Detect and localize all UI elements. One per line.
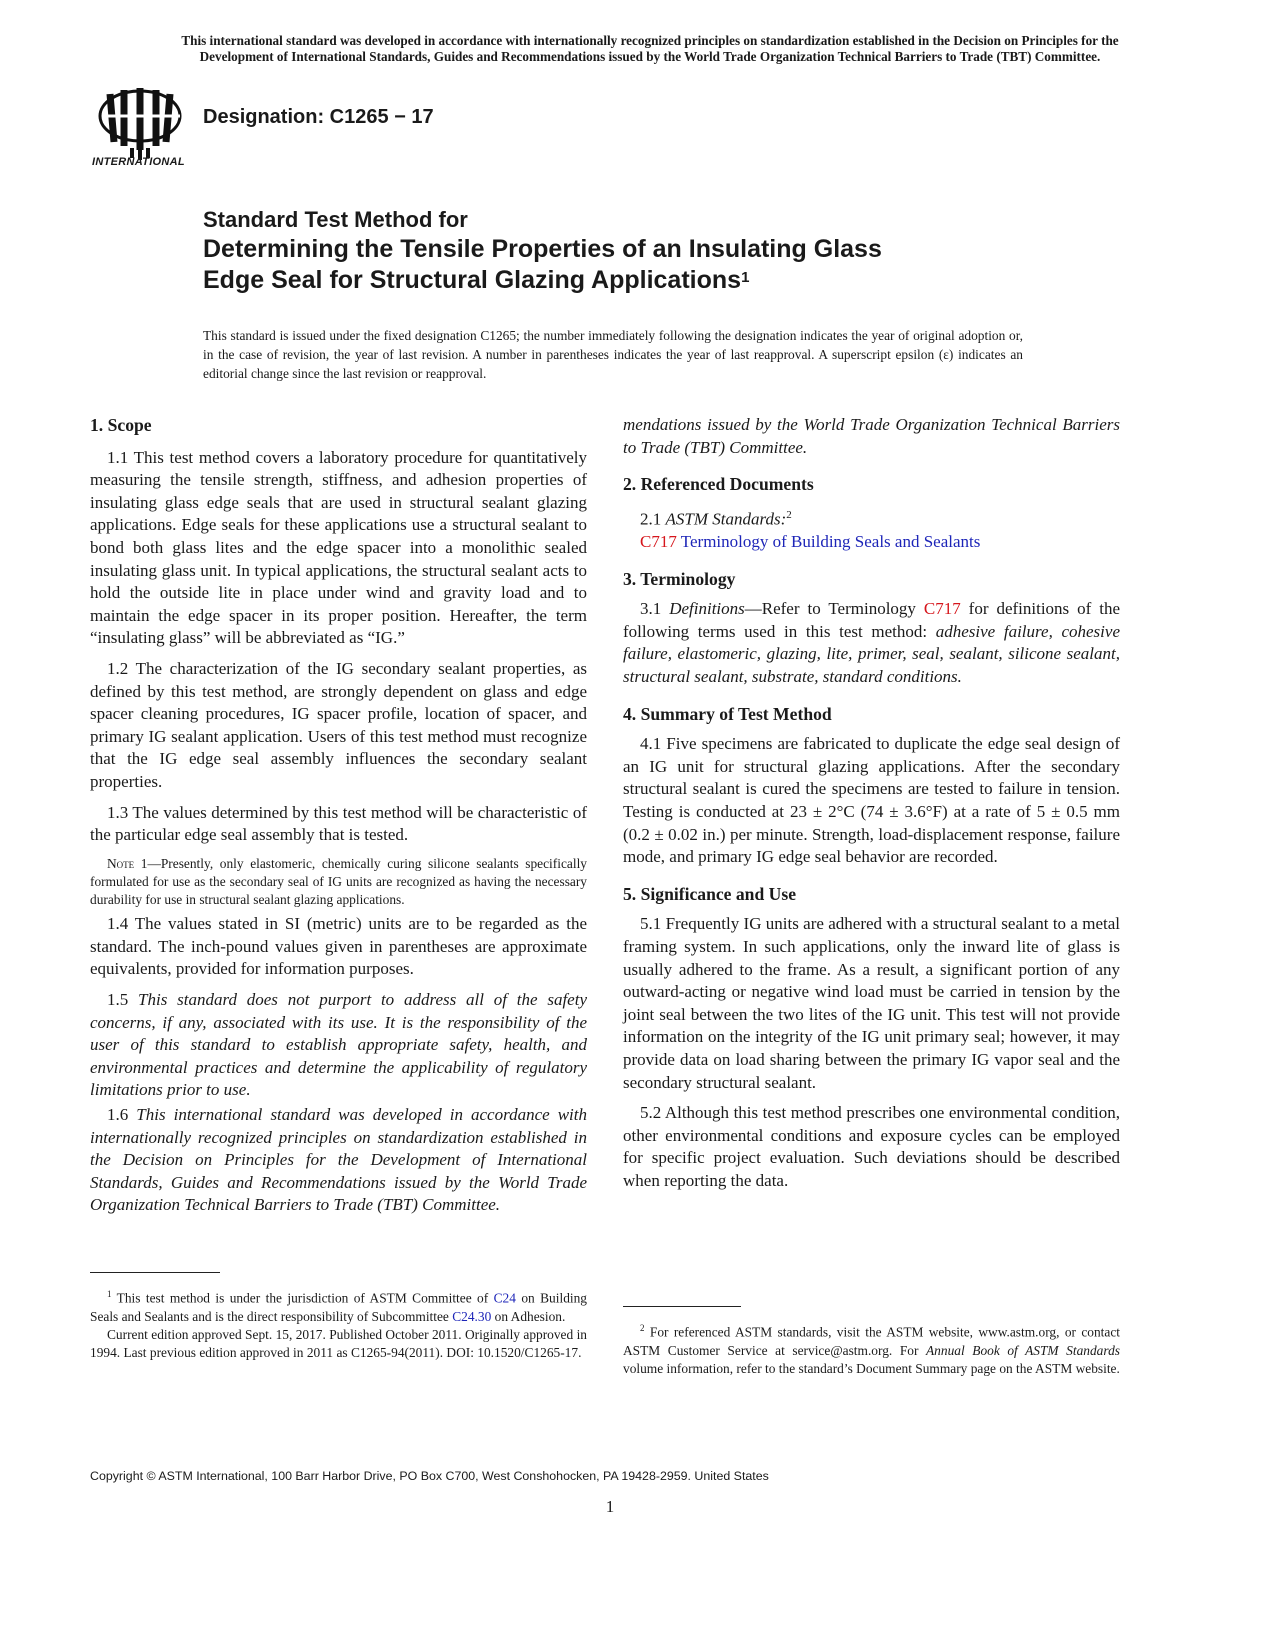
- para-1-6-num: 1.6: [107, 1105, 129, 1125]
- footnote-1-text-b: on Building Seals and Sealants and is the direct responsibility of Subcommittee: [90, 1290, 587, 1324]
- footnote-2-mark: 2: [640, 1323, 645, 1333]
- para-1-5: [90, 989, 587, 1102]
- para-1-2: 1.2 The characterization of the IG secondary sealant properties, as defined by this test method, are strongly dependent on glass and edge spacer cleaning procedures, IG spacer profile, location of spacer, and primary IG sealant application. Users of this test method must recognize that the IG edge seal assembly influences the secondary sealant properties.: [90, 658, 587, 791]
- astm-logo: [92, 86, 194, 172]
- para-2-1-sup: 2: [786, 508, 792, 521]
- footnote-2-italic: Annual Book of ASTM Standards: [926, 1342, 1120, 1358]
- title-line1: Standard Test Method for: [203, 207, 468, 232]
- link-c717[interactable]: C717: [923, 599, 961, 619]
- para-2-1-label: ASTM Standards:: [665, 509, 787, 529]
- top-notice: [90, 33, 1210, 65]
- section-5-heading: 5. Significance and Use: [623, 883, 797, 904]
- right-column: [623, 414, 1120, 1192]
- copyright: Copyright © ASTM International, 100 Barr Harbor Drive, PO Box C700, West Conshohocken, PA 19428-2959. United States: [90, 1469, 769, 1483]
- para-1-5-text: This standard does not purport to address all of the safety concerns, if any, associated with its use. It is the responsibility of the user of this standard to establish appropriate safety, health, and environmental practices and determine the applicability of regulatory limitations prior to use.: [90, 990, 587, 1100]
- title-footnote-mark: 1: [741, 269, 750, 286]
- para-2-1: [623, 504, 1120, 531]
- footnote-1-edition: Current edition approved Sept. 15, 2017. Published October 2011. Originally approved in 1994. Last previous edition approved in 2011 as C1265-94(2011). DOI: 10.1520/C1265-17.: [90, 1326, 587, 1361]
- para-3-1-post: for definitions of the following terms used in this test method:: [623, 599, 1120, 641]
- left-column: [90, 414, 587, 1217]
- ref-code[interactable]: C717: [640, 532, 677, 552]
- issued-note: This standard is issued under the fixed designation C1265; the number immediately following the designation indicates the year of original adoption or, in the case of revision, the year of last revision. A number in parentheses indicates the year of last reapproval. A superscript epsilon (ε) indicates an editorial change since the last revision or reapproval.: [203, 328, 1023, 381]
- footnote-2-text-b: volume information, refer to the standard’s Document Summary page on the ASTM website.: [623, 1360, 1120, 1376]
- title-line3-text: Edge Seal for Structural Glazing Applications: [203, 266, 742, 294]
- page-number: 1: [605, 1497, 615, 1516]
- para-1-6-text: This international standard was developed in accordance with internationally recognized principles on standardization established in the Decision on Principles for the Development of International Standards, Guides and Recommendations issued by the World Trade Organization Technical Barriers to Trade (TBT) Committee.: [90, 1105, 587, 1215]
- title-line3: [203, 265, 1103, 296]
- para-1-6: [90, 1104, 587, 1217]
- para-3-1: [623, 598, 1120, 688]
- top-notice-line2: Development of International Standards, Guides and Recommendations issued by the World Trade Organization Technical Barriers to Trade (TBT) Committee.: [199, 49, 1101, 64]
- para-3-1-pre: —Refer to Terminology: [744, 599, 916, 619]
- section-1-heading: 1. Scope: [90, 415, 152, 435]
- para-3-1-terms: adhesive failure, cohesive failure, elastomeric, glazing, lite, primer, seal, sealant, silicone sealant, structural sealant, substrate, standard conditions.: [623, 621, 1120, 686]
- para-4-1: 4.1 Five specimens are fabricated to duplicate the edge seal design of an IG unit for structural glazing applications. After the secondary structural sealant is cured the specimens are tested to failure in tension. Testing is conducted at 23 ± 2°C (74 ± 3.6°F) at a rate of 5 ± 0.5 mm (0.2 ± 0.02 in.) per minute. Strength, load-displacement response, failure mode, and primary IG edge seal behavior are recorded.: [623, 734, 1120, 867]
- top-notice-line1: This international standard was developed in accordance with internationally recognized principles on standardization established in the Decision on Principles for the: [181, 33, 1119, 48]
- para-1-4: 1.4 The values stated in SI (metric) units are to be regarded as the standard. The inch-pound values given in parentheses are approximate equivalents, provided for information purposes.: [90, 914, 587, 979]
- title-line2: Determining the Tensile Properties of an Insulating Glass: [203, 235, 882, 263]
- page-title: [203, 206, 1103, 296]
- para-1-1: 1.1 This test method covers a laboratory procedure for quantitatively measuring the tensile strength, stiffness, and adhesion properties of insulating glass edge seals that are used in structural sealant glazing applications. Edge seals for these applications use a structural sealant to bond both glass lites and the edge spacer into a monolithic sealed insulating glass unit. In typical applications, the structural sealant acts to hold the outside lite in place under wind and gravity load and to maintain the edge spacer in its proper position. Hereafter, the term “insulating glass” will be abbreviated as “IG.”: [90, 447, 587, 648]
- ref-title[interactable]: Terminology of Building Seals and Sealants: [680, 532, 981, 552]
- note-1-text: —Presently, only elastomeric, chemically curing silicone sealants specifically formulated for use as the secondary seal of IG units are recognized as having the necessary durability for use in structural sealant glazing applications.: [90, 855, 587, 908]
- para-5-2: 5.2 Although this test method prescribes one environmental condition, other environmental conditions and exposure cycles can be employed for specific project evaluation. Such deviations should be described when reporting the data.: [623, 1103, 1120, 1190]
- logo-text: INTERNATIONAL: [92, 156, 185, 168]
- note-1: [90, 855, 587, 910]
- para-3-1-label: Definitions: [669, 599, 745, 619]
- right-footnotes: [623, 1306, 1120, 1378]
- footnote-1-text-a: This test method is under the jurisdiction of ASTM Committee of: [116, 1290, 489, 1306]
- footnote-2: [623, 1319, 1120, 1378]
- reference-c717[interactable]: [623, 531, 1120, 554]
- para-5-1: 5.1 Frequently IG units are adhered with a structural sealant to a metal framing system. In such applications, only the inward lite of glass is usually adhered to the frame. As a result, a significant portion of any outward-acting or negative wind load must be carried in tension by the joint seal between the two lites of the IG unit. This test will not provide information on the integrity of the IG unit primary seal; however, it may provide data on load sharing between the primary IG vapor seal and the secondary structural sealant.: [623, 914, 1120, 1092]
- para-2-1-num: 2.1: [640, 509, 662, 529]
- para-1-6-continued: mendations issued by the World Trade Organization Technical Barriers to Trade (TBT) Committee.: [623, 415, 1120, 457]
- link-c24[interactable]: C24: [493, 1290, 516, 1306]
- footnote-1-text-c: on Adhesion.: [494, 1308, 566, 1324]
- para-3-1-num: 3.1: [640, 599, 662, 619]
- footnote-2-text-a: For referenced ASTM standards, visit the ASTM website, www.astm.org, or contact ASTM Customer Service at service@astm.org. For: [623, 1324, 1120, 1358]
- footnote-1: [90, 1285, 587, 1326]
- link-c24-30[interactable]: C24.30: [452, 1308, 492, 1324]
- designation: Designation: C1265 − 17: [203, 106, 434, 128]
- section-3-heading: 3. Terminology: [623, 568, 736, 589]
- note-1-label: Note 1: [107, 855, 148, 871]
- para-1-5-num: 1.5: [107, 990, 129, 1010]
- footnote-1-mark: 1: [107, 1289, 112, 1299]
- section-4-heading: 4. Summary of Test Method: [623, 703, 832, 724]
- section-2-heading: 2. Referenced Documents: [623, 474, 814, 495]
- left-footnotes: [90, 1272, 587, 1362]
- para-1-3: 1.3 The values determined by this test method will be characteristic of the particular edge seal assembly that is tested.: [90, 802, 587, 845]
